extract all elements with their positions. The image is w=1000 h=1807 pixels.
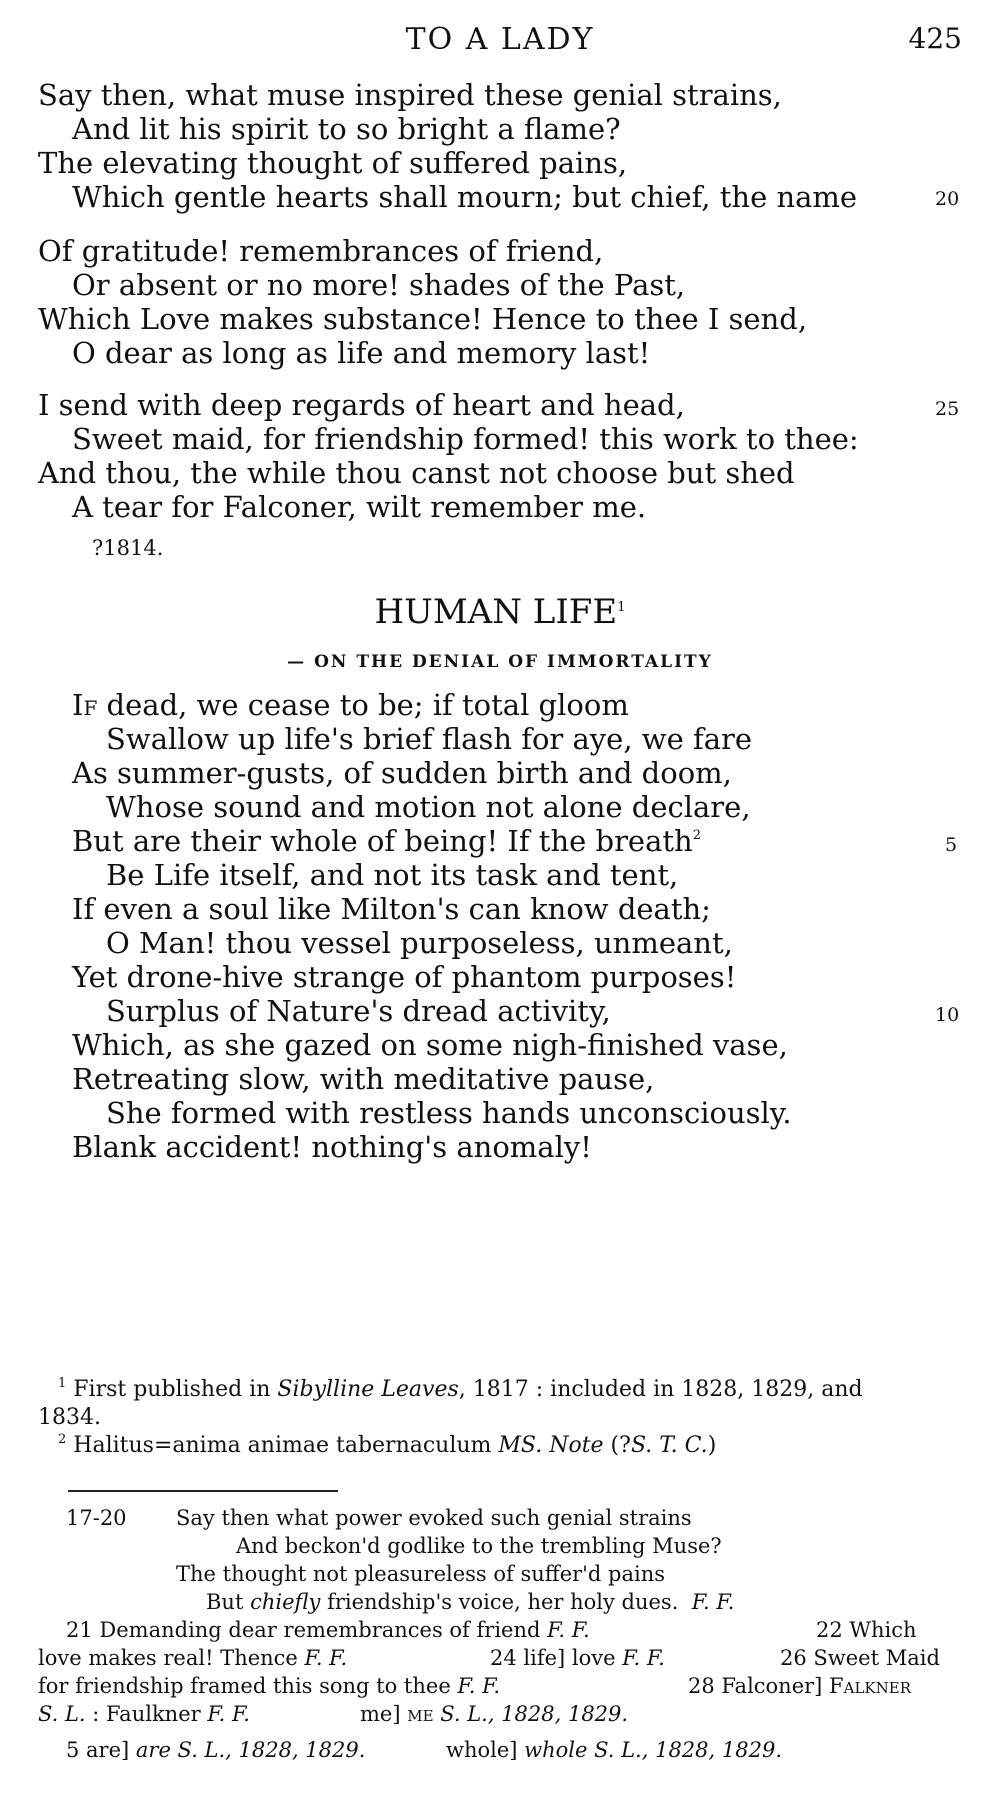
variant-line: 28 Falconer] Falkner (688, 1674, 911, 1698)
verse-line: Yet drone-hive strange of phantom purposes! (72, 960, 737, 994)
variant-line: But chiefly friendship's voice, her holy dues. F. F. (206, 1590, 735, 1614)
footnote-1: $^1$ First published in Sibylline Leaves, 1817 : included in 1828, 1829, and (58, 1376, 863, 1402)
variant-line: 21 Demanding dear remembrances of friend F. F. (66, 1618, 590, 1642)
variant-line: me] me S. L., 1828, 1829. (360, 1702, 629, 1726)
variant-line: Say then what power evoked such genial strains (176, 1506, 692, 1530)
poem-subtitle: — ON THE DENIAL OF IMMORTALITY (287, 652, 713, 672)
verse-line: Which, as she gazed on some nigh-finished vase, (72, 1028, 788, 1062)
verse-line: The elevating thought of suffered pains, (38, 146, 628, 180)
page-number: 425 (908, 22, 962, 55)
footnote-1-cont: 1834. (38, 1405, 101, 1430)
running-head-title: TO A LADY (405, 22, 595, 57)
verse-line: She formed with restless hands unconsciously. (106, 1096, 792, 1130)
verse-line: Of gratitude! remembrances of friend, (38, 234, 604, 268)
variant-line: 26 Sweet Maid (780, 1646, 940, 1670)
variant-line: S. L. : Faulkner F. F. (38, 1702, 250, 1726)
poem-title: HUMAN LIFE$^1$ (374, 592, 626, 632)
line-number: 5 (945, 834, 958, 856)
verse-line: Say then, what muse inspired these genial strains, (38, 78, 782, 112)
verse-line: And thou, the while thou canst not choose but shed (38, 456, 795, 490)
verse-line: I send with deep regards of heart and head, (38, 388, 685, 422)
verse-line: O Man! thou vessel purposeless, unmeant, (106, 926, 733, 960)
variant-line: 22 Which (816, 1618, 917, 1642)
verse-line: Which gentle hearts shall mourn; but chief, the name (72, 180, 858, 214)
line-number: 25 (935, 398, 960, 420)
verse-line: Blank accident! nothing's anomaly! (72, 1130, 592, 1164)
variant-line: for friendship framed this song to thee F. F. (38, 1674, 501, 1698)
variant-line: 24 life] love F. F. (490, 1646, 665, 1670)
poem-date: ?1814. (92, 536, 164, 560)
verse-line: If dead, we cease to be; if total gloom (72, 688, 629, 722)
line-number: 20 (935, 188, 960, 210)
variant-line: whole] whole S. L., 1828, 1829. (446, 1738, 782, 1762)
variant-line: And beckon'd godlike to the trembling Muse? (236, 1534, 722, 1558)
footnote-marker: 1 (617, 600, 626, 615)
verse-line: Which Love makes substance! Hence to thee I send, (38, 302, 808, 336)
verse-line: But are their whole of being! If the breath$^2$ (72, 824, 701, 858)
verse-line: As summer-gusts, of sudden birth and doom, (72, 756, 732, 790)
footnote-rule (68, 1490, 338, 1492)
verse-line: Whose sound and motion not alone declare, (106, 790, 751, 824)
verse-line: And lit his spirit to so bright a flame? (72, 112, 621, 146)
verse-line: A tear for Falconer, wilt remember me. (72, 490, 647, 524)
verse-line: Retreating slow, with meditative pause, (72, 1062, 655, 1096)
variant-line: 5 are] are S. L., 1828, 1829. (66, 1738, 366, 1762)
variant-ref: 17-20 (66, 1506, 127, 1530)
variant-line: The thought not pleasureless of suffer'd pains (176, 1562, 666, 1586)
footnote-marker: 2 (692, 828, 701, 843)
verse-line: Be Life itself, and not its task and tent, (106, 858, 679, 892)
line-number: 10 (935, 1004, 960, 1026)
verse-line: If even a soul like Milton's can know death; (72, 892, 711, 926)
footnote-2: $^2$ Halitus=anima animae tabernaculum MS. Note (?S. T. C.) (58, 1432, 717, 1458)
verse-line: Surplus of Nature's dread activity, (106, 994, 611, 1028)
verse-line: Swallow up life's brief flash for aye, we fare (106, 722, 753, 756)
verse-line: Or absent or no more! shades of the Past, (72, 268, 686, 302)
variant-line: love makes real! Thence F. F. (38, 1646, 348, 1670)
verse-line: O dear as long as life and memory last! (72, 336, 651, 370)
verse-line: Sweet maid, for friendship formed! this work to thee: (72, 422, 859, 456)
